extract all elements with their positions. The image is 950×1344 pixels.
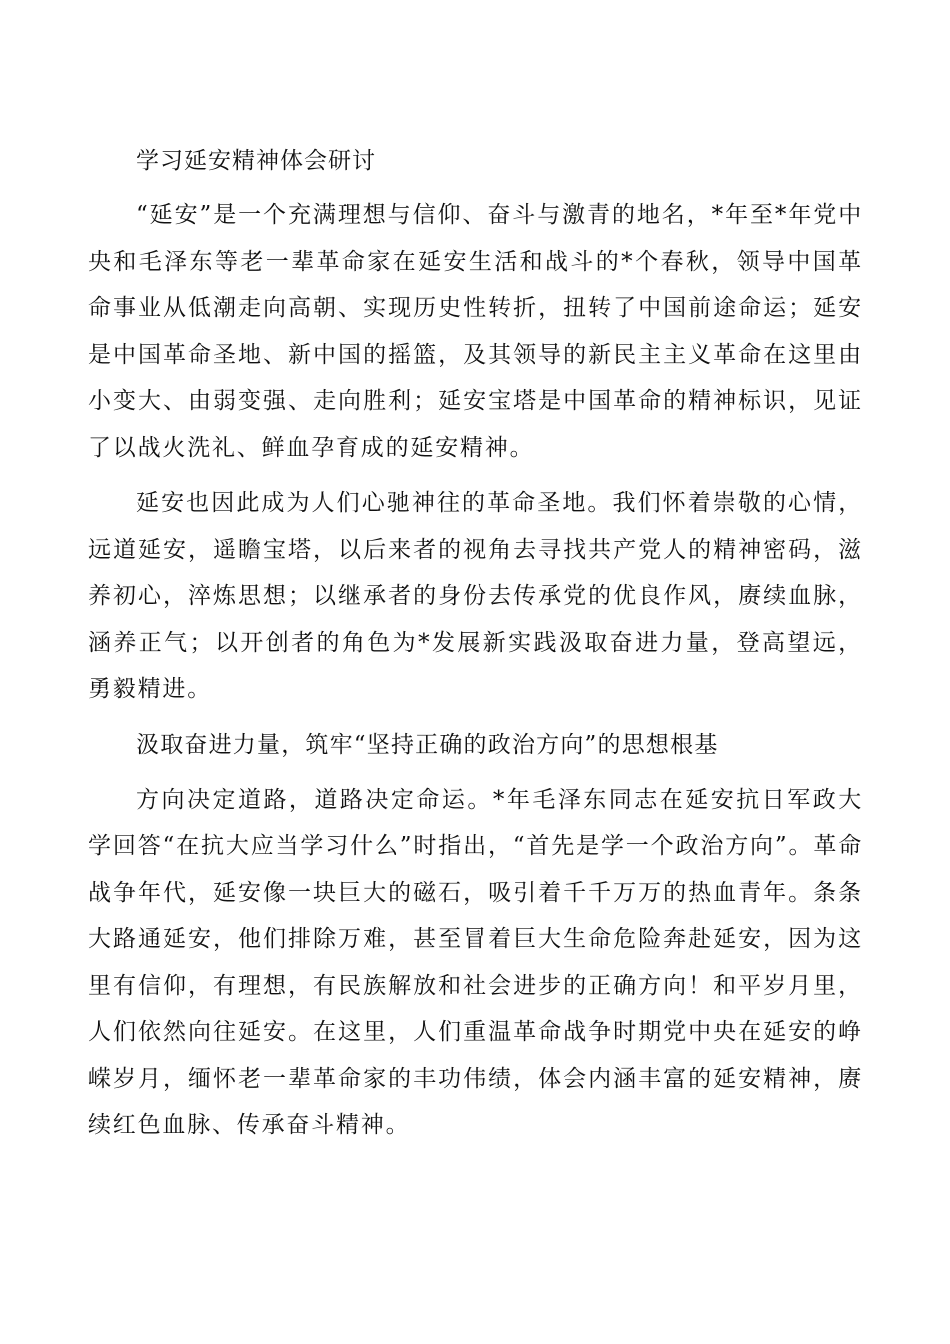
- intro-paragraph-2: 延安也因此成为人们心驰神往的革命圣地。我们怀着崇敬的心情，远道延安，遥瞻宝塔，以后来者的视角去寻找共产党人的精神密码，滋养初心，淬炼思想；以继承者的身份去传承党的优良作风，赓续血脉，涵养正气；以开创者的角色为*发展新实践汲取奋进力量，登高望远，勇毅精进。: [88, 490, 863, 702]
- intro-paragraph-1: “延安”是一个充满理想与信仰、奋斗与激青的地名，*年至*年党中央和毛泽东等老一辈革命家在延安生活和战斗的*个春秋，领导中国革命事业从低潮走向高朝、实现历史性转折，扭转了中国前途命运；延安是中国革命圣地、新中国的摇篮，及其领导的新民主主义革命在这里由小变大、由弱变强、走向胜利；延安宝塔是中国革命的精神标识，见证了以战火洗礼、鲜血孕育成的延安精神。: [88, 202, 863, 461]
- section-paragraph-1: 方向决定道路，道路决定命运。*年毛泽东同志在延安抗日军政大学回答“在抗大应当学习什么”时指出，“首先是学一个政治方向”。革命战争年代，延安像一块巨大的磁石，吸引着千千万万的热血青年。条条大路通延安，他们排除万难，甚至冒着巨大生命危险奔赴延安，因为这里有信仰，有理想，有民族解放和社会进步的正确方向！和平岁月里，人们依然向往延安。在这里，人们重温革命战争时期党中央在延安的峥嵘岁月，缅怀老一辈革命家的丰功伟绩，体会内涵丰富的延安精神，赓续红色血脉、传承奋斗精神。: [88, 786, 863, 1138]
- document-title: 学习延安精神体会研讨: [136, 148, 376, 174]
- document-page: [88, 138, 863, 1158]
- section-heading: 汲取奋进力量，筑牢“坚持正确的政治方向”的思想根基: [136, 731, 719, 758]
